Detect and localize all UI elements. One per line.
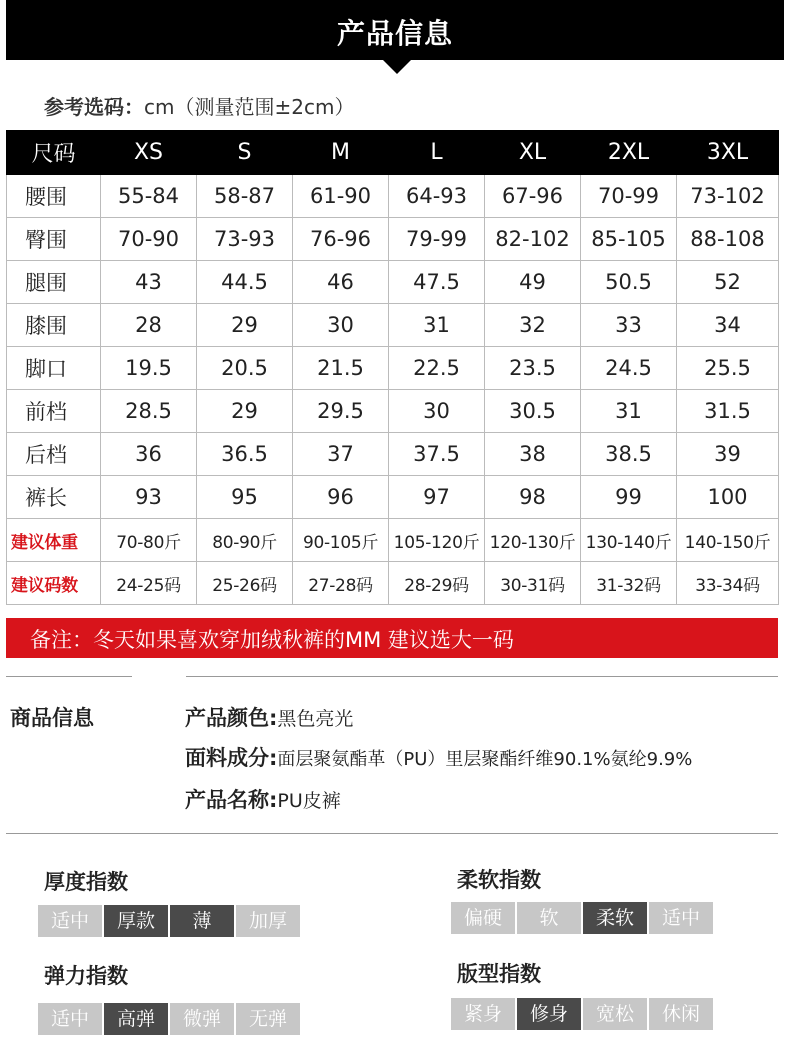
reference-text: cm（测量范围±2cm） bbox=[144, 95, 355, 119]
size-xl: XL bbox=[485, 131, 581, 175]
table-row bbox=[7, 562, 779, 605]
table-cell: 30 bbox=[293, 304, 389, 347]
row-label: 腿围 bbox=[7, 261, 101, 304]
table-cell: 38.5 bbox=[581, 433, 677, 476]
size-2xl: 2XL bbox=[581, 131, 677, 175]
table-cell: 30.5 bbox=[485, 390, 581, 433]
size-table bbox=[6, 130, 779, 605]
table-cell: 38 bbox=[485, 433, 581, 476]
table-cell: 100 bbox=[677, 476, 779, 519]
table-cell: 29.5 bbox=[293, 390, 389, 433]
thickness-option: 厚款 bbox=[104, 905, 168, 937]
size-l: L bbox=[389, 131, 485, 175]
table-row bbox=[7, 304, 779, 347]
table-cell: 28.5 bbox=[101, 390, 197, 433]
table-cell: 82-102 bbox=[485, 218, 581, 261]
table-cell: 19.5 bbox=[101, 347, 197, 390]
table-cell: 67-96 bbox=[485, 175, 581, 218]
table-cell: 36.5 bbox=[197, 433, 293, 476]
table-cell: 31-32码 bbox=[581, 562, 677, 605]
table-cell: 33 bbox=[581, 304, 677, 347]
table-cell: 130-140斤 bbox=[581, 519, 677, 562]
thickness-option: 薄 bbox=[170, 905, 234, 937]
table-cell: 29 bbox=[197, 390, 293, 433]
table-cell: 88-108 bbox=[677, 218, 779, 261]
table-cell: 70-80斤 bbox=[101, 519, 197, 562]
size-header-row bbox=[7, 131, 779, 175]
table-cell: 34 bbox=[677, 304, 779, 347]
table-cell: 43 bbox=[101, 261, 197, 304]
thickness-option: 加厚 bbox=[236, 905, 300, 937]
softness-option: 软 bbox=[517, 902, 581, 934]
table-cell: 80-90斤 bbox=[197, 519, 293, 562]
thickness-index-scale bbox=[38, 905, 300, 937]
softness-index-scale bbox=[451, 902, 713, 934]
table-cell: 32 bbox=[485, 304, 581, 347]
table-row bbox=[7, 347, 779, 390]
reference-label: 参考选码： bbox=[44, 95, 144, 119]
table-cell: 23.5 bbox=[485, 347, 581, 390]
product-material-line bbox=[185, 742, 692, 772]
table-row bbox=[7, 433, 779, 476]
table-cell: 70-90 bbox=[101, 218, 197, 261]
product-material-value: 面层聚氨酯革（PU）里层聚酯纤维90.1%氨纶9.9% bbox=[277, 749, 693, 770]
table-cell: 76-96 bbox=[293, 218, 389, 261]
table-cell: 21.5 bbox=[293, 347, 389, 390]
divider bbox=[186, 676, 778, 677]
row-label: 脚口 bbox=[7, 347, 101, 390]
table-cell: 20.5 bbox=[197, 347, 293, 390]
row-label: 裤长 bbox=[7, 476, 101, 519]
table-cell: 98 bbox=[485, 476, 581, 519]
table-cell: 30 bbox=[389, 390, 485, 433]
product-color-label: 产品颜色: bbox=[185, 706, 278, 730]
note-bar bbox=[6, 618, 778, 658]
product-name-line bbox=[185, 784, 341, 814]
product-color-value: 黑色亮光 bbox=[277, 708, 354, 730]
fit-option: 紧身 bbox=[451, 998, 515, 1030]
elasticity-option: 适中 bbox=[38, 1003, 102, 1035]
table-row bbox=[7, 476, 779, 519]
table-cell: 31 bbox=[389, 304, 485, 347]
table-cell: 44.5 bbox=[197, 261, 293, 304]
elasticity-index-label: 弹力指数 bbox=[44, 964, 128, 988]
note-text: 备注：冬天如果喜欢穿加绒秋裤的MM 建议选大一码 bbox=[30, 628, 514, 652]
table-cell: 73-93 bbox=[197, 218, 293, 261]
fit-index-label: 版型指数 bbox=[457, 962, 541, 986]
softness-option: 柔软 bbox=[583, 902, 647, 934]
table-cell: 52 bbox=[677, 261, 779, 304]
table-cell: 120-130斤 bbox=[485, 519, 581, 562]
row-label: 臀围 bbox=[7, 218, 101, 261]
row-label: 前档 bbox=[7, 390, 101, 433]
table-cell: 25.5 bbox=[677, 347, 779, 390]
thickness-option: 适中 bbox=[38, 905, 102, 937]
table-cell: 28 bbox=[101, 304, 197, 347]
divider bbox=[6, 833, 778, 834]
size-s: S bbox=[197, 131, 293, 175]
table-cell: 31.5 bbox=[677, 390, 779, 433]
product-name-value: PU皮裤 bbox=[277, 790, 341, 812]
table-cell: 70-99 bbox=[581, 175, 677, 218]
table-cell: 31 bbox=[581, 390, 677, 433]
table-cell: 90-105斤 bbox=[293, 519, 389, 562]
table-cell: 55-84 bbox=[101, 175, 197, 218]
table-cell: 105-120斤 bbox=[389, 519, 485, 562]
table-cell: 36 bbox=[101, 433, 197, 476]
reference-line bbox=[44, 91, 354, 120]
table-cell: 39 bbox=[677, 433, 779, 476]
table-cell: 140-150斤 bbox=[677, 519, 779, 562]
table-cell: 47.5 bbox=[389, 261, 485, 304]
fit-option: 休闲 bbox=[649, 998, 713, 1030]
size-header-label: 尺码 bbox=[7, 131, 101, 175]
softness-option: 偏硬 bbox=[451, 902, 515, 934]
size-3xl: 3XL bbox=[677, 131, 779, 175]
table-cell: 50.5 bbox=[581, 261, 677, 304]
table-row bbox=[7, 261, 779, 304]
table-cell: 28-29码 bbox=[389, 562, 485, 605]
table-cell: 30-31码 bbox=[485, 562, 581, 605]
table-cell: 96 bbox=[293, 476, 389, 519]
table-cell: 37.5 bbox=[389, 433, 485, 476]
table-cell: 95 bbox=[197, 476, 293, 519]
header-bar bbox=[6, 0, 784, 60]
table-cell: 22.5 bbox=[389, 347, 485, 390]
table-cell: 58-87 bbox=[197, 175, 293, 218]
row-label: 建议体重 bbox=[7, 519, 101, 562]
divider bbox=[6, 676, 132, 677]
row-label: 建议码数 bbox=[7, 562, 101, 605]
table-cell: 97 bbox=[389, 476, 485, 519]
row-label: 腰围 bbox=[7, 175, 101, 218]
table-cell: 79-99 bbox=[389, 218, 485, 261]
product-color-line bbox=[185, 702, 353, 732]
size-xs: XS bbox=[101, 131, 197, 175]
table-cell: 99 bbox=[581, 476, 677, 519]
table-cell: 49 bbox=[485, 261, 581, 304]
elasticity-option: 无弹 bbox=[236, 1003, 300, 1035]
fit-option: 修身 bbox=[517, 998, 581, 1030]
table-cell: 46 bbox=[293, 261, 389, 304]
thickness-index-label: 厚度指数 bbox=[44, 870, 128, 894]
table-row bbox=[7, 390, 779, 433]
fit-index-scale bbox=[451, 998, 713, 1030]
table-cell: 24.5 bbox=[581, 347, 677, 390]
softness-index-label: 柔软指数 bbox=[457, 868, 541, 892]
table-cell: 29 bbox=[197, 304, 293, 347]
header-notch bbox=[383, 60, 411, 74]
page-title: 产品信息 bbox=[336, 17, 453, 50]
row-label: 后档 bbox=[7, 433, 101, 476]
row-label: 膝围 bbox=[7, 304, 101, 347]
elasticity-index-scale bbox=[38, 1003, 300, 1035]
product-info-title: 商品信息 bbox=[10, 706, 94, 730]
table-cell: 61-90 bbox=[293, 175, 389, 218]
product-material-label: 面料成分: bbox=[185, 746, 278, 770]
table-cell: 24-25码 bbox=[101, 562, 197, 605]
softness-option: 适中 bbox=[649, 902, 713, 934]
table-cell: 64-93 bbox=[389, 175, 485, 218]
table-cell: 33-34码 bbox=[677, 562, 779, 605]
table-cell: 27-28码 bbox=[293, 562, 389, 605]
table-row bbox=[7, 175, 779, 218]
table-cell: 93 bbox=[101, 476, 197, 519]
table-cell: 25-26码 bbox=[197, 562, 293, 605]
product-name-label: 产品名称: bbox=[185, 788, 278, 812]
table-cell: 37 bbox=[293, 433, 389, 476]
elasticity-option: 高弹 bbox=[104, 1003, 168, 1035]
table-row bbox=[7, 519, 779, 562]
fit-option: 宽松 bbox=[583, 998, 647, 1030]
size-m: M bbox=[293, 131, 389, 175]
table-row bbox=[7, 218, 779, 261]
table-cell: 85-105 bbox=[581, 218, 677, 261]
table-cell: 73-102 bbox=[677, 175, 779, 218]
elasticity-option: 微弹 bbox=[170, 1003, 234, 1035]
